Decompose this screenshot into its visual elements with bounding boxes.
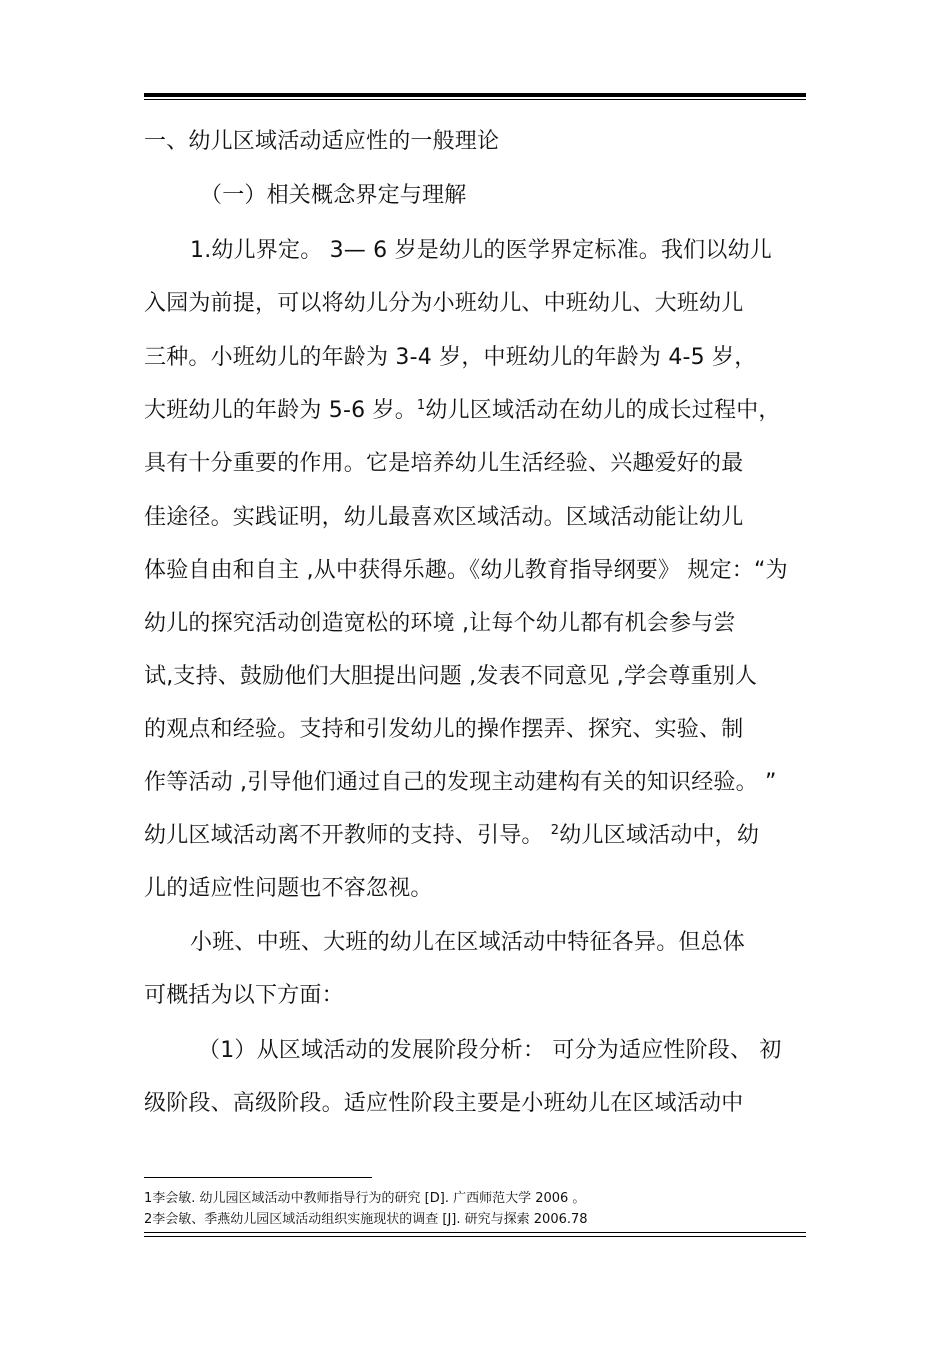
paragraph-line: （1）从区域活动的发展阶段分析： 可分为适应性阶段、 初 — [198, 1038, 782, 1063]
paragraph-text: 幼儿区域活动中，幼 — [559, 823, 760, 848]
footnote-2: 2李会敏、季燕幼儿园区域活动组织实施现状的调查 [J]. 研究与探索 2006.78 — [144, 1212, 588, 1227]
paragraph-text: 大班幼儿的年龄为 5-6 岁。 — [144, 398, 417, 423]
paragraph-line: 三种。小班幼儿的年龄为 3-4 岁，中班幼儿的年龄为 4-5 岁， — [144, 345, 757, 370]
paragraph-line: 体验自由和自主 ,从中获得乐趣。《幼儿教育指导纲要》 规定：“为 — [144, 558, 788, 583]
header-rule-thick — [144, 93, 806, 97]
paragraph-text: 幼儿区域活动离不开教师的支持、引导。 — [144, 823, 551, 848]
footnote-reference: 2 — [550, 823, 560, 838]
paragraph-line: 幼儿的探究活动创造宽松的环境 ,让每个幼儿都有机会参与尝 — [144, 611, 736, 636]
footer-rule — [144, 1236, 806, 1237]
paragraph-line: 级阶段、高级阶段。适应性阶段主要是小班幼儿在区域活动中 — [144, 1091, 744, 1116]
footnote-separator — [144, 1177, 372, 1178]
section-heading: 一、幼儿区域活动适应性的一般理论 — [144, 129, 500, 154]
paragraph-line: 试,支持、鼓励他们大胆提出问题 ,发表不同意见 ,学会尊重别人 — [144, 664, 758, 689]
paragraph-line: 具有十分重要的作用。它是培养幼儿生活经验、兴趣爱好的最 — [144, 451, 744, 476]
footnote-1: 1李会敏. 幼儿园区域活动中教师指导行为的研究 [D]. 广西师范大学 2006 。 — [144, 1191, 586, 1206]
paragraph-line: 儿的适应性问题也不容忽视。 — [144, 876, 433, 901]
paragraph-text: 幼儿区域活动在幼儿的成长过程中， — [425, 398, 781, 423]
paragraph-line — [144, 821, 759, 851]
paragraph-line: 作等活动 ,引导他们通过自己的发现主动建构有关的知识经验。 ” — [144, 770, 777, 795]
paragraph-line: 的观点和经验。支持和引发幼儿的操作摆弄、探究、实验、制 — [144, 717, 744, 742]
paragraph-line — [144, 396, 781, 426]
paragraph-line: 佳途径。实践证明，幼儿最喜欢区域活动。区域活动能让幼儿 — [144, 505, 744, 530]
paragraph-line: 入园为前提，可以将幼儿分为小班幼儿、中班幼儿、大班幼儿 — [144, 291, 744, 316]
header-rule-thin — [144, 99, 806, 100]
paragraph-line: 小班、中班、大班的幼儿在区域活动中特征各异。但总体 — [190, 930, 746, 955]
footnote-reference: 1 — [416, 398, 426, 413]
footer-rule — [144, 1232, 806, 1233]
paragraph-line: 可概括为以下方面： — [144, 983, 344, 1008]
paragraph-line: 1.幼儿界定。 3— 6 岁是幼儿的医学界定标准。我们以幼儿 — [190, 238, 772, 263]
subsection-heading: （一）相关概念界定与理解 — [200, 183, 467, 208]
